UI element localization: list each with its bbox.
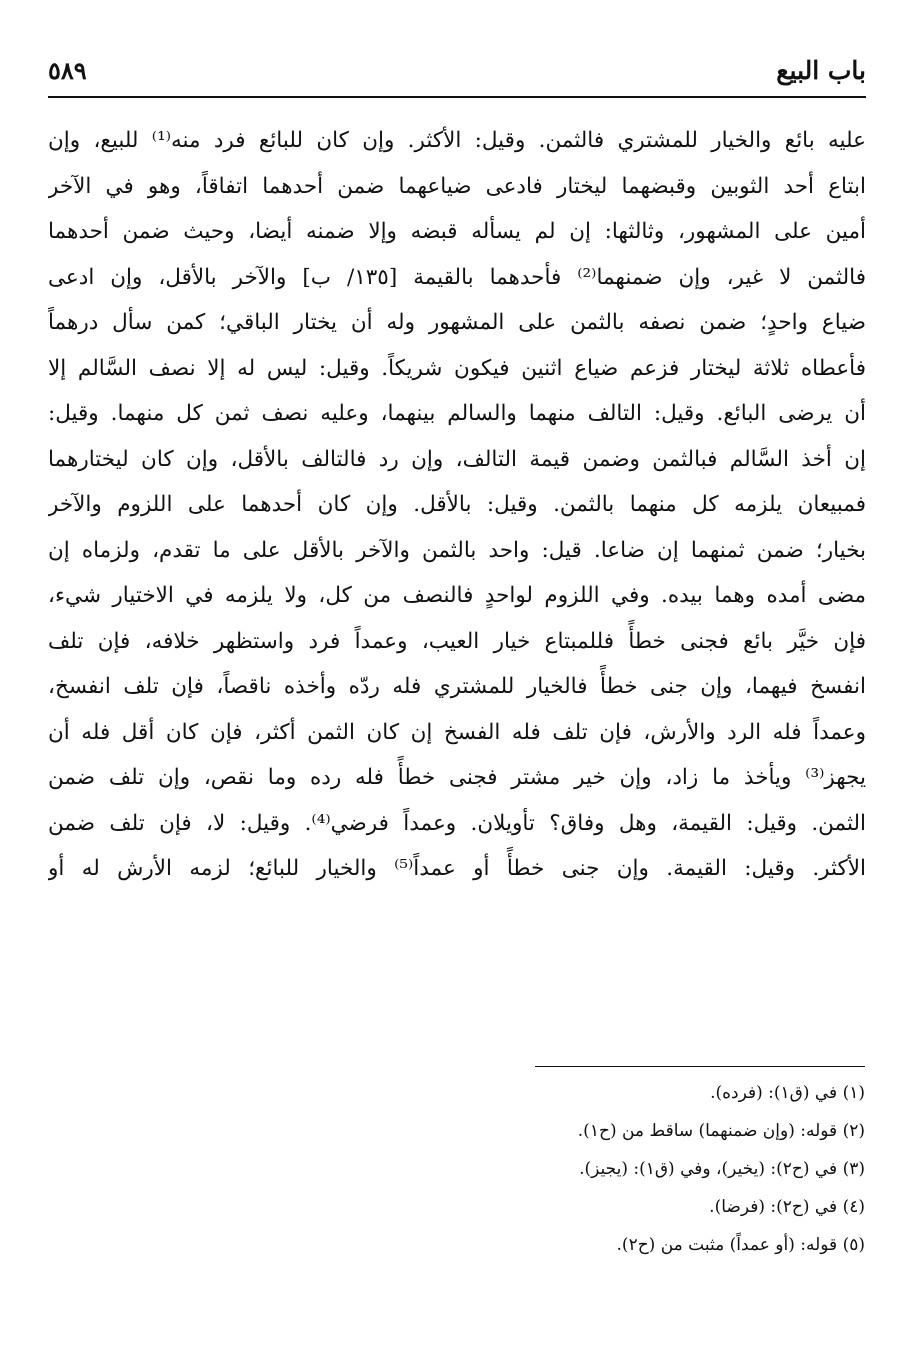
text-line: ضياع واحدٍ؛ ضمن نصفه بالثمن على المشهور وله أن يختار الباقي؛ كمن سأل درهماً (48, 310, 866, 335)
text-line: وعمداً فله الرد والأرش، فإن تلف فله الفسخ إن كان الثمن أكثر، فإن كان أقل فله أن (48, 719, 866, 745)
header-rule (48, 96, 866, 98)
footnote: (٤) في (ح٢): (فرضا). (709, 1197, 865, 1217)
text-line: ابتاع أحد الثوبين وقبضهما ليختار فادعى ضياعهما ضمن أحدهما اتفاقاً، وهو في الآخر (48, 173, 866, 199)
text-line: فالثمن لا غير، وإن ضمنهما⁽²⁾ فأحدهما بالقيمة [١٣٥/ ب] والآخر بالأقل، وإن ادعى (48, 264, 866, 290)
text-line: انفسخ فيهما، وإن جنى خطأً فالخيار للمشتري فله ردّه وأخذه ناقصاً، فإن تلف انفسخ، (48, 674, 866, 699)
text-line: أمين على المشهور، وثالثها: إن لم يسأله قبضه وإلا ضمنه أيضا، وحيث ضمن أحدهما (48, 219, 866, 244)
text-line: فأعطاه ثلاثة ليختار فزعم ضياع اثنين فيكون شريكاً. وقيل: ليس له إلا نصف السَّالم إلا (48, 355, 866, 381)
text-line: فإن خيَّر بائع فجنى خطأً فللمبتاع خيار العيب، وعمداً فرد واستظهر خلافه، فإن تلف (48, 628, 866, 654)
page-number: ٥٨٩ (48, 56, 87, 85)
text-line: عليه بائع والخيار للمشتري فالثمن. وقيل: الأكثر. وإن كان للبائع فرد منه⁽¹⁾ للبيع، وإن (48, 128, 866, 153)
text-line: الأكثر. وقيل: القيمة. وإن جنى خطأً أو عمداً⁽⁵⁾ والخيار للبائع؛ لزمه الأرش له أو (48, 856, 866, 881)
footnote: (٢) قوله: (وإن ضمنهما) ساقط من (ح١). (577, 1121, 865, 1141)
text-line: فمبيعان يلزمه كل منهما بالثمن. وقيل: بالأقل. وإن كان أحدهما على اللزوم والآخر (48, 492, 866, 517)
footnotes (47, 1074, 865, 1264)
main-text (48, 118, 866, 892)
text-line: الثمن. وقيل: القيمة، وهل وفاق؟ تأويلان. وعمداً فرضي⁽⁴⁾. وقيل: لا، فإن تلف ضمن (48, 810, 866, 836)
footnote: (١) في (ق١): (فرده). (710, 1083, 865, 1103)
text-line: إن أخذ السَّالم فبالثمن وضمن قيمة التالف، وإن رد فالتالف بالأقل، وإن كان ليختارهما (48, 446, 866, 472)
page-header (48, 52, 866, 98)
footnote: (٥) قوله: (أو عمداً) مثبت من (ح٢). (616, 1235, 865, 1255)
footnote: (٣) في (ح٢): (يخير)، وفي (ق١): (يجيز). (579, 1159, 865, 1179)
footnote-separator (535, 1066, 865, 1067)
text-line: بخيار؛ ضمن ثمنهما إن ضاعا. قيل: واحد بالثمن والآخر بالأقل على ما تقدم، ولزماه إن (48, 537, 866, 563)
text-line: يجهز⁽³⁾ ويأخذ ما زاد، وإن خير مشتر فجنى خطأً فله رده وما نقص، وإن تلف ضمن (48, 765, 866, 790)
text-line: مضى أمده وهما بيده. وفي اللزوم لواحدٍ فالنصف من كل، ولا يلزمه في الاختيار شيء، (48, 583, 866, 608)
text-line: أن يرضى البائع. وقيل: التالف منهما والسالم بينهما، وعليه نصف ثمن كل منهما. وقيل: (48, 401, 866, 426)
running-title: باب البيع (776, 56, 866, 85)
